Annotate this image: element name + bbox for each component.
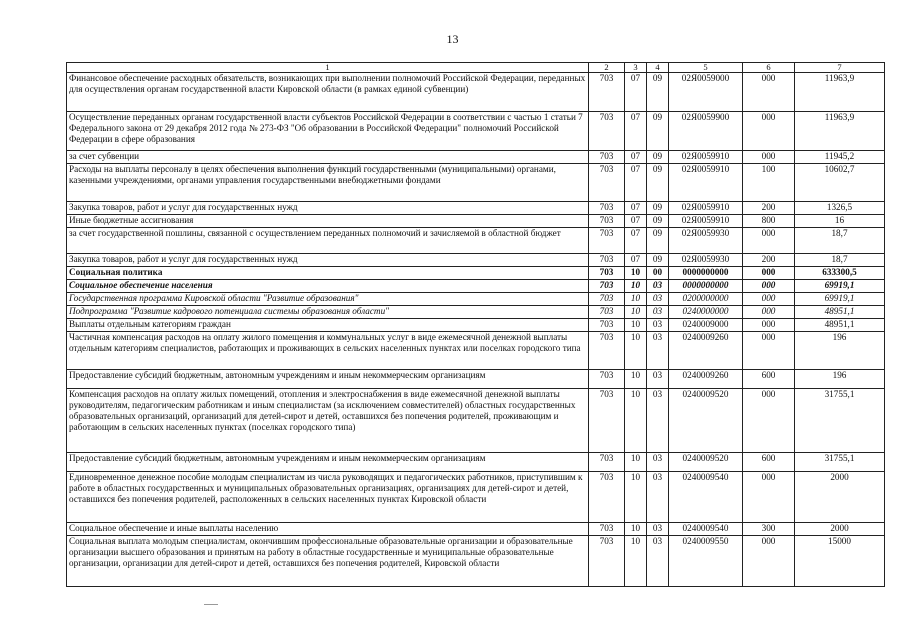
section-code-cell: 07: [625, 112, 647, 151]
gr-code-cell: 703: [589, 319, 625, 332]
amount-cell: 69919,1: [795, 280, 885, 293]
target-article-cell: 0240009550: [669, 536, 743, 587]
amount-cell: 48951,1: [795, 319, 885, 332]
target-article-cell: 0240000000: [669, 306, 743, 319]
gr-code-cell: 703: [589, 151, 625, 164]
amount-cell: 2000: [795, 523, 885, 536]
expense-type-cell: 600: [743, 453, 795, 472]
row-name-cell: Закупка товаров, работ и услуг для государственных нужд: [67, 202, 589, 215]
target-article-cell: 02Я0059000: [669, 73, 743, 112]
subsection-code-cell: 09: [647, 202, 669, 215]
target-article-cell: 02Я0059900: [669, 112, 743, 151]
table-row: [67, 267, 885, 280]
subsection-code-cell: 03: [647, 306, 669, 319]
subsection-code-cell: 03: [647, 453, 669, 472]
gr-code-cell: 703: [589, 370, 625, 389]
page-number: 13: [446, 32, 459, 46]
subsection-code-cell: 03: [647, 293, 669, 306]
amount-cell: 48951,1: [795, 306, 885, 319]
section-code-cell: 10: [625, 472, 647, 523]
subsection-code-cell: 09: [647, 73, 669, 112]
target-article-cell: 0200000000: [669, 293, 743, 306]
row-name-cell: Компенсация расходов на оплату жилых помещений, отопления и электроснабжения в виде ежемесячной денежной выплаты руководителям, педагогическим работникам и иным специалистам (за исключением совместителей) областных государственных образовательных организаций, организаций для детей-сирот и детей, оставшихся без попечения родителей, проживающим и работающим в сельских населенных пунктах (поселках городского типа): [67, 389, 589, 453]
column-header: 6: [743, 63, 795, 73]
row-name-cell: Единовременное денежное пособие молодым специалистам из числа руководящих и педагогических работников, приступившим к работе в областных государственных и муниципальных образовательных организациях, организациях для детей-сирот и детей, оставшихся без попечения родителей, расположенных в сельских населенных пунктах Кировской области: [67, 472, 589, 523]
table-row: [67, 254, 885, 267]
row-name-cell: Расходы на выплаты персоналу в целях обеспечения выполнения функций государственными (муниципальными) органами, казенными учреждениями, органами управления государственными внебюджетными фондами: [67, 164, 589, 202]
row-name-cell: Предоставление субсидий бюджетным, автономным учреждениям и иным некоммерческим организациям: [67, 370, 589, 389]
row-name-cell: Социальное обеспечение и иные выплаты населению: [67, 523, 589, 536]
table-row: [67, 332, 885, 370]
subsection-code-cell: 03: [647, 332, 669, 370]
row-name-cell: Государственная программа Кировской области "Развитие образования": [67, 293, 589, 306]
target-article-cell: 0240009520: [669, 389, 743, 453]
expense-type-cell: 000: [743, 389, 795, 453]
amount-cell: 16: [795, 215, 885, 228]
column-header: 2: [589, 63, 625, 73]
scan-mark: [204, 604, 218, 605]
row-name-cell: Социальная выплата молодым специалистам, окончившим профессиональные образовательные организации и образовательные организации высшего образования и принятым на работу в областные государственные и муниципальные образовательные организации, организации для детей-сирот и детей, оставшихся без попечения родителей, Кировской области: [67, 536, 589, 587]
header-row: [67, 63, 885, 73]
subsection-code-cell: 09: [647, 151, 669, 164]
gr-code-cell: 703: [589, 280, 625, 293]
gr-code-cell: 703: [589, 536, 625, 587]
section-code-cell: 07: [625, 151, 647, 164]
expense-type-cell: 200: [743, 254, 795, 267]
subsection-code-cell: 03: [647, 523, 669, 536]
column-header: 4: [647, 63, 669, 73]
gr-code-cell: 703: [589, 267, 625, 280]
table-row: [67, 536, 885, 587]
section-code-cell: 10: [625, 536, 647, 587]
table-row: [67, 215, 885, 228]
target-article-cell: 02Я0059930: [669, 254, 743, 267]
expense-type-cell: 000: [743, 112, 795, 151]
expense-type-cell: 800: [743, 215, 795, 228]
table-row: [67, 523, 885, 536]
expense-type-cell: 000: [743, 228, 795, 254]
section-code-cell: 10: [625, 306, 647, 319]
gr-code-cell: 703: [589, 293, 625, 306]
table-row: [67, 280, 885, 293]
expense-type-cell: 000: [743, 267, 795, 280]
section-code-cell: 10: [625, 332, 647, 370]
subsection-code-cell: 09: [647, 254, 669, 267]
amount-cell: 18,7: [795, 254, 885, 267]
expense-type-cell: 000: [743, 151, 795, 164]
subsection-code-cell: 03: [647, 280, 669, 293]
table-row: [67, 306, 885, 319]
column-header: 3: [625, 63, 647, 73]
table-row: [67, 202, 885, 215]
table-row: [67, 389, 885, 453]
target-article-cell: 02Я0059910: [669, 215, 743, 228]
expense-type-cell: 000: [743, 73, 795, 112]
target-article-cell: 0240009540: [669, 472, 743, 523]
subsection-code-cell: 03: [647, 536, 669, 587]
expense-type-cell: 000: [743, 293, 795, 306]
expense-type-cell: 000: [743, 332, 795, 370]
target-article-cell: 02Я0059910: [669, 151, 743, 164]
table-row: [67, 293, 885, 306]
row-name-cell: Закупка товаров, работ и услуг для государственных нужд: [67, 254, 589, 267]
column-header: 7: [795, 63, 885, 73]
section-code-cell: 07: [625, 164, 647, 202]
row-name-cell: Социальная политика: [67, 267, 589, 280]
expense-type-cell: 100: [743, 164, 795, 202]
gr-code-cell: 703: [589, 306, 625, 319]
expense-type-cell: 000: [743, 536, 795, 587]
section-code-cell: 10: [625, 293, 647, 306]
amount-cell: 18,7: [795, 228, 885, 254]
table-row: [67, 370, 885, 389]
gr-code-cell: 703: [589, 332, 625, 370]
column-header: 1: [67, 63, 589, 73]
target-article-cell: 0240009000: [669, 319, 743, 332]
target-article-cell: 0000000000: [669, 267, 743, 280]
subsection-code-cell: 03: [647, 472, 669, 523]
row-name-cell: за счет субвенции: [67, 151, 589, 164]
amount-cell: 11945,2: [795, 151, 885, 164]
subsection-code-cell: 03: [647, 319, 669, 332]
section-code-cell: 10: [625, 453, 647, 472]
expense-type-cell: 000: [743, 306, 795, 319]
subsection-code-cell: 09: [647, 112, 669, 151]
amount-cell: 633300,5: [795, 267, 885, 280]
section-code-cell: 10: [625, 319, 647, 332]
budget-table: [66, 62, 885, 587]
table-row: [67, 73, 885, 112]
amount-cell: 69919,1: [795, 293, 885, 306]
section-code-cell: 07: [625, 73, 647, 112]
table-row: [67, 319, 885, 332]
target-article-cell: 02Я0059910: [669, 202, 743, 215]
section-code-cell: 07: [625, 202, 647, 215]
subsection-code-cell: 00: [647, 267, 669, 280]
gr-code-cell: 703: [589, 472, 625, 523]
column-header: 5: [669, 63, 743, 73]
gr-code-cell: 703: [589, 228, 625, 254]
table-row: [67, 151, 885, 164]
row-name-cell: Выплаты отдельным категориям граждан: [67, 319, 589, 332]
row-name-cell: Частичная компенсация расходов на оплату жилого помещения и коммунальных услуг в виде ежемесячной денежной выплаты отдельным категориям специалистов, работающих и проживающих в сельских населенных пунктах или поселках городского типа: [67, 332, 589, 370]
expense-type-cell: 200: [743, 202, 795, 215]
target-article-cell: 0240009260: [669, 332, 743, 370]
table-row: [67, 228, 885, 254]
amount-cell: 196: [795, 370, 885, 389]
target-article-cell: 02Я0059910: [669, 164, 743, 202]
amount-cell: 15000: [795, 536, 885, 587]
target-article-cell: 02Я0059930: [669, 228, 743, 254]
section-code-cell: 10: [625, 370, 647, 389]
gr-code-cell: 703: [589, 389, 625, 453]
subsection-code-cell: 09: [647, 164, 669, 202]
gr-code-cell: 703: [589, 453, 625, 472]
expense-type-cell: 300: [743, 523, 795, 536]
section-code-cell: 07: [625, 254, 647, 267]
table-row: [67, 453, 885, 472]
expense-type-cell: 000: [743, 319, 795, 332]
amount-cell: 31755,1: [795, 453, 885, 472]
table-row: [67, 472, 885, 523]
amount-cell: 31755,1: [795, 389, 885, 453]
row-name-cell: Иные бюджетные ассигнования: [67, 215, 589, 228]
amount-cell: 1326,5: [795, 202, 885, 215]
section-code-cell: 10: [625, 280, 647, 293]
subsection-code-cell: 03: [647, 370, 669, 389]
expense-type-cell: 600: [743, 370, 795, 389]
section-code-cell: 10: [625, 389, 647, 453]
target-article-cell: 0000000000: [669, 280, 743, 293]
amount-cell: 196: [795, 332, 885, 370]
table-row: [67, 112, 885, 151]
row-name-cell: Подпрограмма "Развитие кадрового потенциала системы образования области": [67, 306, 589, 319]
target-article-cell: 0240009260: [669, 370, 743, 389]
section-code-cell: 10: [625, 267, 647, 280]
target-article-cell: 0240009520: [669, 453, 743, 472]
section-code-cell: 10: [625, 523, 647, 536]
subsection-code-cell: 09: [647, 228, 669, 254]
gr-code-cell: 703: [589, 112, 625, 151]
gr-code-cell: 703: [589, 523, 625, 536]
amount-cell: 11963,9: [795, 112, 885, 151]
amount-cell: 2000: [795, 472, 885, 523]
table-row: [67, 164, 885, 202]
gr-code-cell: 703: [589, 202, 625, 215]
gr-code-cell: 703: [589, 164, 625, 202]
row-name-cell: Социальное обеспечение населения: [67, 280, 589, 293]
row-name-cell: Финансовое обеспечение расходных обязательств, возникающих при выполнении полномочий Российской Федерации, переданных для осуществления органам государственной власти Кировской области (в рамках единой субвенции): [67, 73, 589, 112]
subsection-code-cell: 03: [647, 389, 669, 453]
section-code-cell: 07: [625, 215, 647, 228]
amount-cell: 11963,9: [795, 73, 885, 112]
gr-code-cell: 703: [589, 73, 625, 112]
subsection-code-cell: 09: [647, 215, 669, 228]
row-name-cell: Осуществление переданных органам государственной власти субъектов Российской Федерации в соответствии с частью 1 статьи 7 Федерального закона от 29 декабря 2012 года № 273-ФЗ "Об образовании в Российской Федерации" полномочий Российской Федерации в сфере образования: [67, 112, 589, 151]
row-name-cell: за счет государственной пошлины, связанной с осуществлением переданных полномочий и зачисляемой в областной бюджет: [67, 228, 589, 254]
gr-code-cell: 703: [589, 215, 625, 228]
section-code-cell: 07: [625, 228, 647, 254]
expense-type-cell: 000: [743, 472, 795, 523]
target-article-cell: 0240009540: [669, 523, 743, 536]
gr-code-cell: 703: [589, 254, 625, 267]
row-name-cell: Предоставление субсидий бюджетным, автономным учреждениям и иным некоммерческим организациям: [67, 453, 589, 472]
expense-type-cell: 000: [743, 280, 795, 293]
amount-cell: 10602,7: [795, 164, 885, 202]
